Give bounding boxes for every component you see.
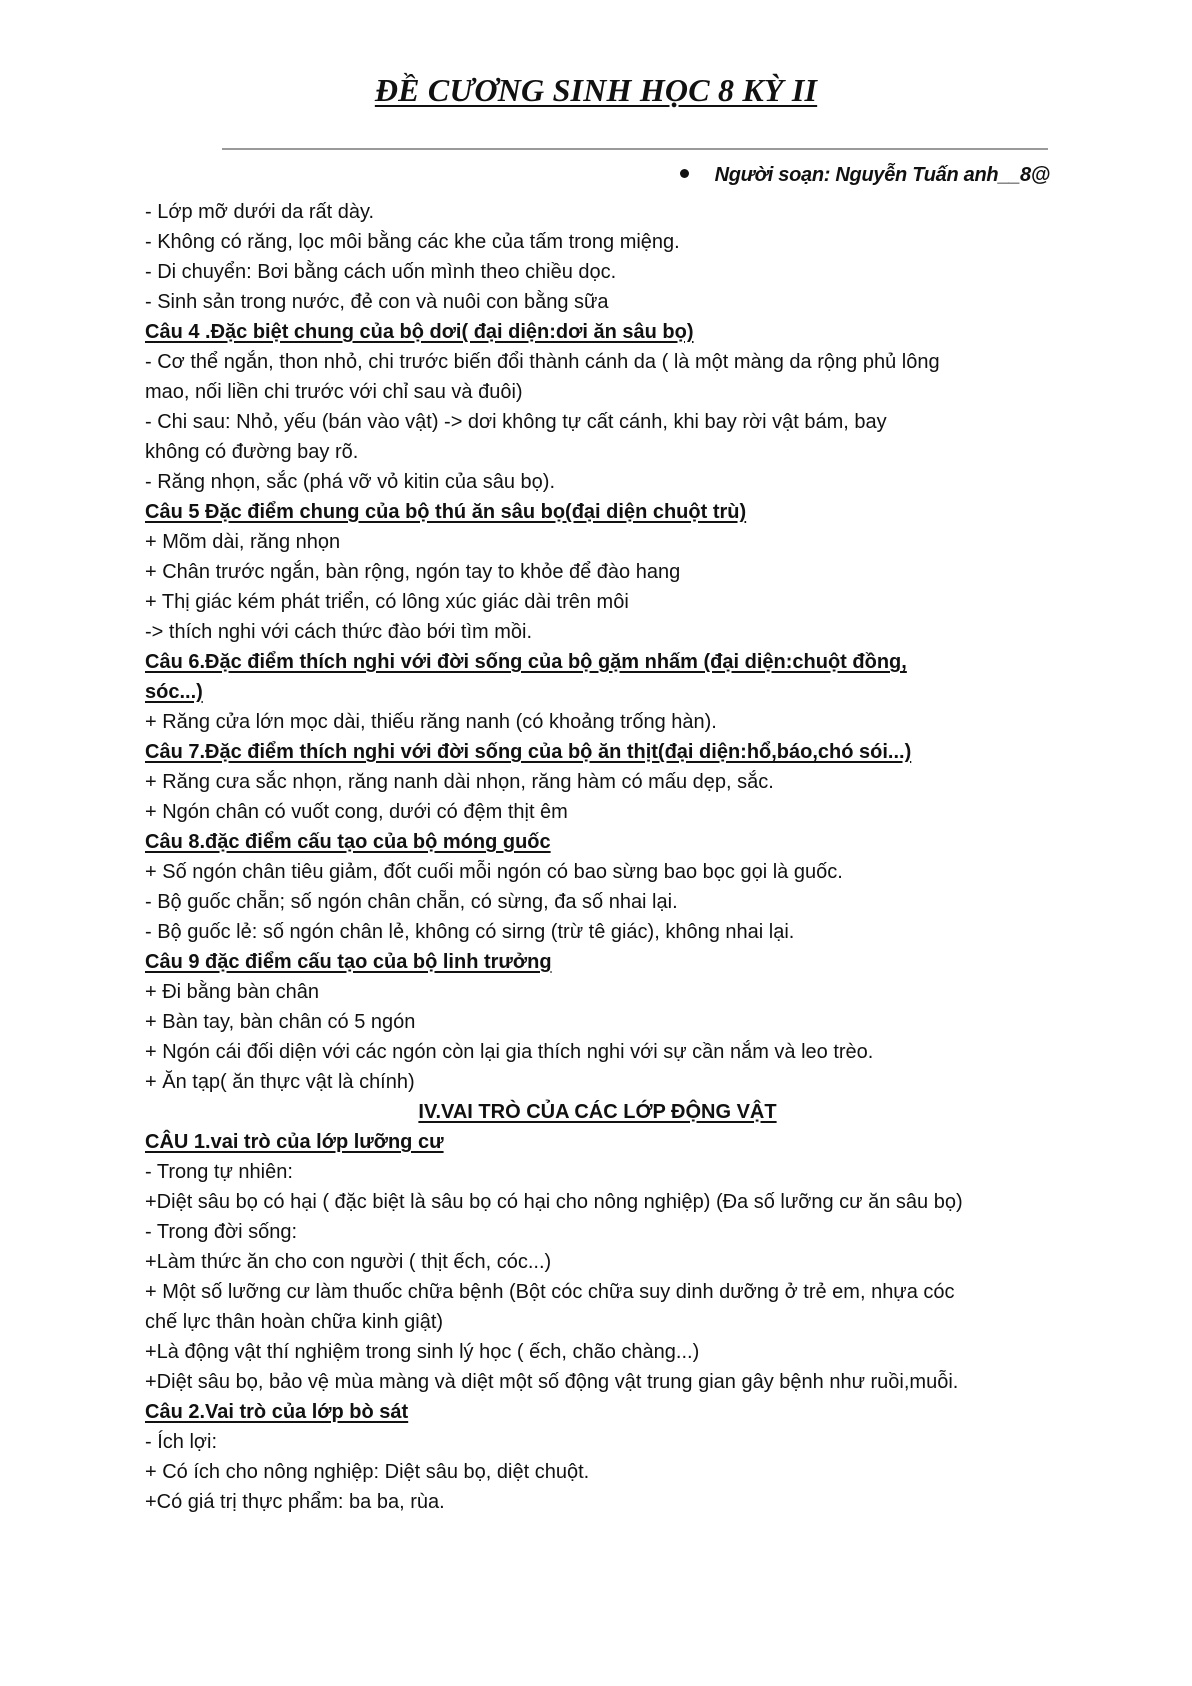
title-divider bbox=[222, 148, 1048, 150]
body-line: mao, nối liền chi trước với chỉ sau và đuôi) bbox=[145, 381, 523, 403]
author-line bbox=[680, 164, 1050, 187]
section-title bbox=[145, 1097, 1050, 1127]
body-line: - Trong tự nhiên: bbox=[145, 1161, 293, 1183]
author-text: Người soạn: Nguyễn Tuấn anh__8@ bbox=[714, 164, 1050, 186]
body-line: - Răng nhọn, sắc (phá vỡ vỏ kitin của sâu bọ). bbox=[145, 471, 555, 493]
section-heading-text: Câu 6.Đặc điểm thích nghi với đời sống của bộ gặm nhấm (đại diện:chuột đồng, bbox=[145, 651, 907, 673]
body-line: chế lực thân hoàn chữa kinh giật) bbox=[145, 1311, 444, 1333]
section-heading-text: sóc...) bbox=[145, 681, 203, 703]
body-line: + Có ích cho nông nghiệp: Diệt sâu bọ, diệt chuột. bbox=[145, 1461, 590, 1483]
body-line: +Làm thức ăn cho con người ( thịt ếch, cóc...) bbox=[145, 1251, 552, 1273]
body-line: + Răng cưa sắc nhọn, răng nanh dài nhọn, răng hàm có mấu dẹp, sắc. bbox=[145, 771, 774, 793]
section-heading-text: CÂU 1.vai trò của lớp lưỡng cư bbox=[145, 1131, 444, 1153]
section-heading-text: Câu 7.Đặc điểm thích nghi với đời sống của bộ ăn thịt(đại diện:hổ,báo,chó sói...) bbox=[145, 741, 912, 763]
body-line: + Ngón cái đối diện với các ngón còn lại gia thích nghi với sự cần nắm và leo trèo. bbox=[145, 1041, 874, 1063]
section-heading bbox=[145, 947, 1050, 977]
body-line: - Không có răng, lọc môi bằng các khe của tấm trong miệng. bbox=[145, 231, 680, 253]
document-title: ĐỀ CƯƠNG SINH HỌC 8 KỲ II bbox=[374, 72, 818, 108]
body-line: + Ngón chân có vuốt cong, dưới có đệm thịt êm bbox=[145, 801, 568, 823]
section-heading bbox=[145, 1397, 1050, 1427]
body-line: - Bộ guốc chẵn; số ngón chân chẵn, có sừng, đa số nhai lại. bbox=[145, 891, 678, 913]
body-line: - Ích lợi: bbox=[145, 1431, 218, 1453]
body-line: + Bàn tay, bàn chân có 5 ngón bbox=[145, 1011, 416, 1033]
bullet-icon bbox=[680, 169, 689, 178]
body-line: - Di chuyển: Bơi bằng cách uốn mình theo chiều dọc. bbox=[145, 261, 617, 283]
section-heading-text: Câu 5 Đặc điểm chung của bộ thú ăn sâu bọ(đại diện chuột trù) bbox=[145, 501, 747, 523]
body-line: +Diệt sâu bọ, bảo vệ mùa màng và diệt một số động vật trung gian gây bệnh như ruồi,muỗi. bbox=[145, 1371, 959, 1393]
body-line: -> thích nghi với cách thức đào bới tìm mồi. bbox=[145, 621, 533, 643]
section-heading-text: Câu 4 .Đặc biệt chung của bộ dơi( đại diện:dơi ăn sâu bọ) bbox=[145, 321, 694, 343]
section-heading bbox=[145, 827, 1050, 857]
section-heading bbox=[145, 497, 1050, 527]
body-line: - Lớp mỡ dưới da rất dày. bbox=[145, 201, 375, 223]
body-line: - Bộ guốc lẻ: số ngón chân lẻ, không có sirng (trừ tê giác), không nhai lại. bbox=[145, 921, 795, 943]
body-line: - Cơ thể ngắn, thon nhỏ, chi trước biến đổi thành cánh da ( là một màng da rộng phủ lông bbox=[145, 351, 940, 373]
section-heading bbox=[145, 737, 1050, 767]
section-heading-text: Câu 2.Vai trò của lớp bò sát bbox=[145, 1401, 409, 1423]
document-body bbox=[145, 197, 1050, 1517]
section-heading-text: Câu 8.đặc điểm cấu tạo của bộ móng guốc bbox=[145, 831, 551, 853]
body-line: + Răng cửa lớn mọc dài, thiếu răng nanh (có khoảng trống hàn). bbox=[145, 711, 717, 733]
body-line: + Ăn tạp( ăn thực vật là chính) bbox=[145, 1071, 415, 1093]
section-heading bbox=[145, 317, 1050, 347]
body-line: +Có giá trị thực phẩm: ba ba, rùa. bbox=[145, 1491, 445, 1513]
body-line: + Đi bằng bàn chân bbox=[145, 981, 320, 1003]
body-line: +Là động vật thí nghiệm trong sinh lý học ( ếch, chão chàng...) bbox=[145, 1341, 700, 1363]
body-line: + Số ngón chân tiêu giảm, đốt cuối mỗi ngón có bao sừng bao bọc gọi là guốc. bbox=[145, 861, 843, 883]
body-line: + Chân trước ngắn, bàn rộng, ngón tay to khỏe để đào hang bbox=[145, 561, 681, 583]
body-line: - Chi sau: Nhỏ, yếu (bán vào vật) -> dơi không tự cất cánh, khi bay rời vật bám, bay bbox=[145, 411, 887, 433]
section-heading-text: Câu 9 đặc điểm cấu tạo của bộ linh trưởng bbox=[145, 951, 552, 973]
section-heading bbox=[145, 647, 1050, 677]
section-heading bbox=[145, 1127, 1050, 1157]
body-line: không có đường bay rõ. bbox=[145, 441, 359, 463]
section-title-text: IV.VAI TRÒ CỦA CÁC LỚP ĐỘNG VẬT bbox=[418, 1101, 777, 1123]
body-line: + Thị giác kém phát triển, có lông xúc giác dài trên môi bbox=[145, 591, 629, 613]
section-heading bbox=[145, 677, 1050, 707]
body-line: +Diệt sâu bọ có hại ( đặc biệt là sâu bọ có hại cho nông nghiệp) (Đa số lưỡng cư ăn sâu bọ) bbox=[145, 1191, 963, 1213]
body-line: + Mõm dài, răng nhọn bbox=[145, 531, 341, 553]
body-line: - Sinh sản trong nước, đẻ con và nuôi con bằng sữa bbox=[145, 291, 609, 313]
body-line: - Trong đời sống: bbox=[145, 1221, 298, 1243]
body-line: + Một số lưỡng cư làm thuốc chữa bệnh (Bột cóc chữa suy dinh dưỡng ở trẻ em, nhựa cóc bbox=[145, 1281, 955, 1303]
